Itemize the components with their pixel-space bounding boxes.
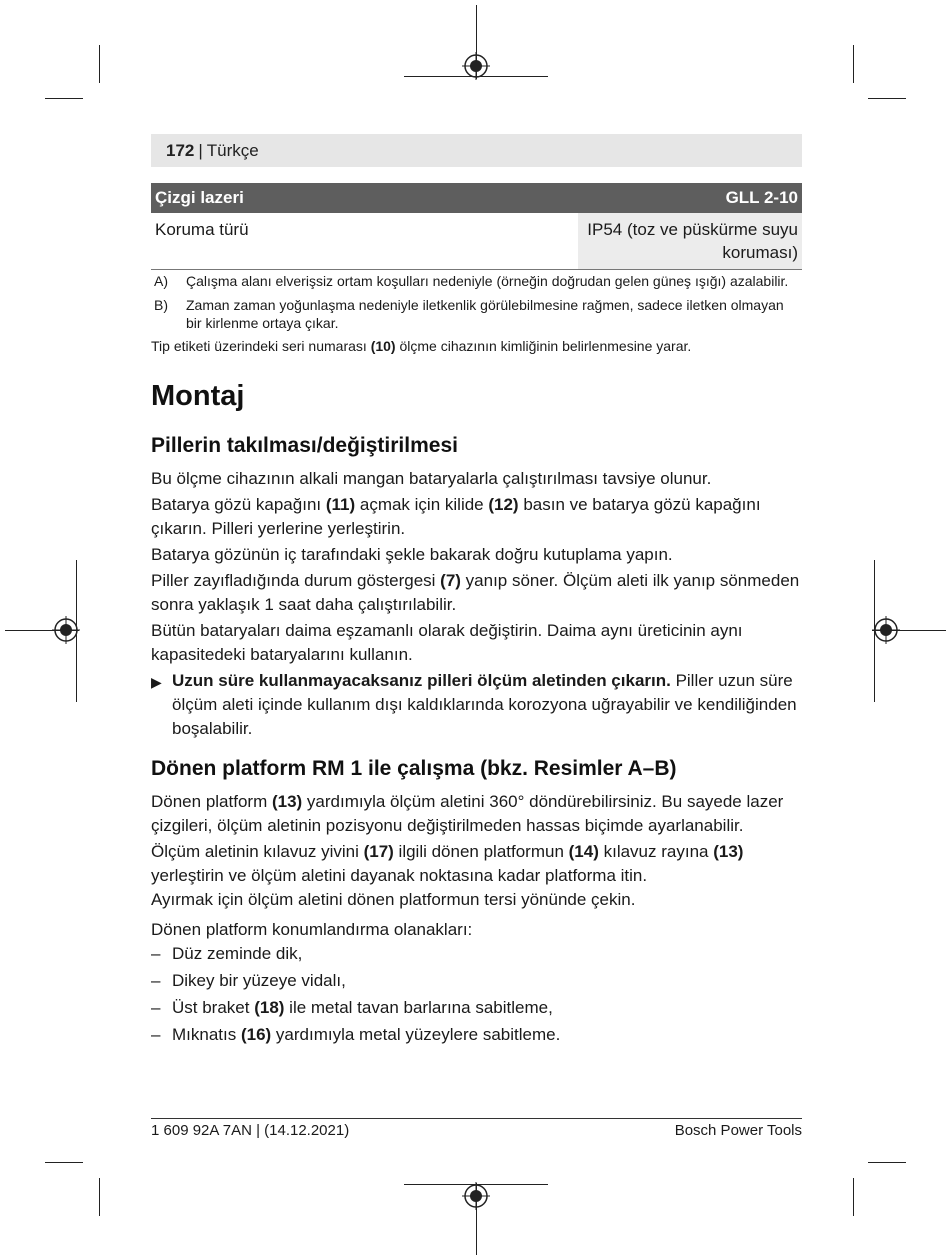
- table-header-row: [151, 183, 802, 213]
- list-item-text: [172, 1023, 560, 1047]
- reference-number: (11): [325, 495, 356, 514]
- text-run: yardımıyla metal yüzeylere sabitleme.: [271, 1025, 561, 1044]
- reference-number: (16): [240, 1025, 272, 1044]
- crop-mark: [868, 98, 906, 99]
- batteries-body: [151, 467, 803, 741]
- dash-mark: –: [151, 944, 161, 963]
- bold-text: Uzun süre kullanmayacaksanız pilleri ölçüm aletinden çıkarın.: [172, 671, 671, 690]
- reference-number: (18): [254, 998, 285, 1017]
- type-label-note: [151, 337, 802, 355]
- list-item-text: Dikey bir yüzeye vidalı,: [172, 971, 346, 990]
- dash-mark: –: [151, 971, 161, 990]
- crop-mark: [99, 1178, 100, 1216]
- text-run: Üst braket: [172, 998, 255, 1017]
- text-run: Dönen platform: [151, 792, 272, 811]
- text-run: Batarya gözü kapağını: [151, 495, 326, 514]
- footnotes: [151, 272, 802, 355]
- crop-mark: [853, 45, 854, 83]
- footnote: [151, 296, 802, 332]
- page-number: 172: [166, 140, 195, 160]
- reference-number: (14): [568, 842, 599, 861]
- registration-target-icon: [52, 616, 80, 644]
- text-run: ölçme cihazının kimliğinin belirlenmesine yarar.: [395, 338, 692, 354]
- table-header-left: Çizgi lazeri: [151, 183, 578, 213]
- reference-number: (17): [363, 842, 394, 861]
- dash-mark: –: [151, 998, 161, 1017]
- paragraph: Bu ölçme cihazının alkali mangan bataryalarla çalıştırılması tavsiye olunur.: [151, 469, 712, 488]
- paragraph: Bütün bataryaları daima eşzamanlı olarak değiştirin. Daima aynı üreticinin aynı kapasitedeki bataryalarını kullanın.: [151, 621, 743, 664]
- list-item: [151, 996, 803, 1020]
- bullet-arrow-icon: ▶: [151, 674, 162, 690]
- document-number: 1 609 92A 7AN | (14.12.2021): [151, 1122, 350, 1139]
- paragraph: Batarya gözünün iç tarafındaki şekle bakarak doğru kutuplama yapın.: [151, 545, 673, 564]
- paragraph: [151, 569, 803, 617]
- registration-target-icon: [462, 52, 490, 80]
- brand-name: Bosch Power Tools: [674, 1122, 802, 1139]
- value-line: IP54 (toz ve püskürme suyu: [587, 220, 798, 239]
- value-line: koruması): [722, 243, 798, 262]
- text-run: basın ve batarya gözü kapağını çıkarın. Pilleri yerlerine yerleştirin.: [151, 495, 761, 538]
- page-header: [151, 134, 802, 167]
- subsection-heading-platform: Dönen platform RM 1 ile çalışma (bkz. Resimler A–B): [151, 757, 677, 780]
- footnote-text: Zaman zaman yoğunlaşma nedeniyle iletkenlik görülebilmesine rağmen, sadece iletken olmayan bir kirlenme ortaya çıkar.: [186, 297, 784, 331]
- page-footer: [151, 1118, 802, 1139]
- list-item: [151, 1023, 803, 1047]
- table-cell-label: Koruma türü: [155, 220, 249, 239]
- registration-target-icon: [872, 616, 900, 644]
- dash-mark: –: [151, 1025, 161, 1044]
- text-run: Ölçüm aletinin kılavuz yivini: [151, 842, 364, 861]
- text-run: ile metal tavan barlarına sabitleme,: [284, 998, 553, 1017]
- footnote-text: Çalışma alanı elverişsiz ortam koşulları nedeniyle (örneğin doğrudan gelen güneş ışığı) azalabilir.: [186, 273, 789, 289]
- text-run: yardımıyla ölçüm aletini 360° döndürebilirsiniz. Bu sayede lazer çizgileri, ölçüm aletinin pozisyonu değiştirilmeden hassas biçimde ayarlanabilir.: [151, 792, 784, 835]
- table-row: [151, 213, 802, 270]
- crop-mark: [45, 98, 83, 99]
- crop-mark: [868, 1162, 906, 1163]
- text-run: Tip etiketi üzerindeki seri numarası: [151, 338, 371, 354]
- text-run: Piller uzun süre ölçüm aleti içinde kullanım dışı kaldıklarında korozyona uğrayabilir ve kendiliğinden boşalabilir.: [172, 671, 797, 738]
- reference-number: (10): [370, 338, 396, 354]
- bullet-text: [172, 669, 803, 741]
- table-cell-value: [578, 213, 802, 270]
- paragraph: [151, 493, 803, 541]
- crop-mark: [45, 1162, 83, 1163]
- header-separator: |: [198, 140, 203, 160]
- paragraph: Dönen platform konumlandırma olanakları:: [151, 920, 473, 939]
- subsection-heading-batteries: Pillerin takılması/değiştirilmesi: [151, 434, 458, 457]
- text-run: yerleştirin ve ölçüm aletini dayanak noktasına kadar platforma itin.: [151, 866, 648, 885]
- platform-body: [151, 790, 803, 1050]
- footnote: [151, 272, 802, 290]
- paragraph: [151, 790, 803, 838]
- footnote-label: B): [154, 297, 168, 313]
- header-language: Türkçe: [206, 140, 259, 160]
- section-title: Montaj: [151, 380, 245, 412]
- crop-mark: [853, 1178, 854, 1216]
- list-item: [151, 969, 803, 993]
- spec-table: [151, 183, 802, 270]
- table-header-right: GLL 2-10: [578, 183, 802, 213]
- text-run: Mıknatıs: [172, 1025, 241, 1044]
- text-run: açmak için kilide: [355, 495, 489, 514]
- list-item-text: Düz zeminde dik,: [172, 944, 303, 963]
- reference-number: (13): [271, 792, 303, 811]
- text-run: yanıp söner. Ölçüm aleti ilk yanıp sönmeden sonra yaklaşık 1 saat daha çalıştırılabilir.: [151, 571, 800, 614]
- reference-number: (12): [488, 495, 519, 514]
- reference-number: (7): [440, 571, 461, 590]
- paragraph: Ayırmak için ölçüm aletini dönen platformun tersi yönünde çekin.: [151, 890, 636, 909]
- paragraph: [151, 840, 803, 888]
- crop-mark: [99, 45, 100, 83]
- list-item-text: [172, 996, 553, 1020]
- list-item: [151, 942, 803, 966]
- warning-bullet: [151, 669, 803, 741]
- text-run: ilgili dönen platformun: [393, 842, 569, 861]
- text-run: Piller zayıfladığında durum göstergesi: [151, 571, 441, 590]
- registration-target-icon: [462, 1182, 490, 1210]
- text-run: kılavuz rayına: [598, 842, 714, 861]
- reference-number: (13): [713, 842, 744, 861]
- footnote-label: A): [154, 273, 168, 289]
